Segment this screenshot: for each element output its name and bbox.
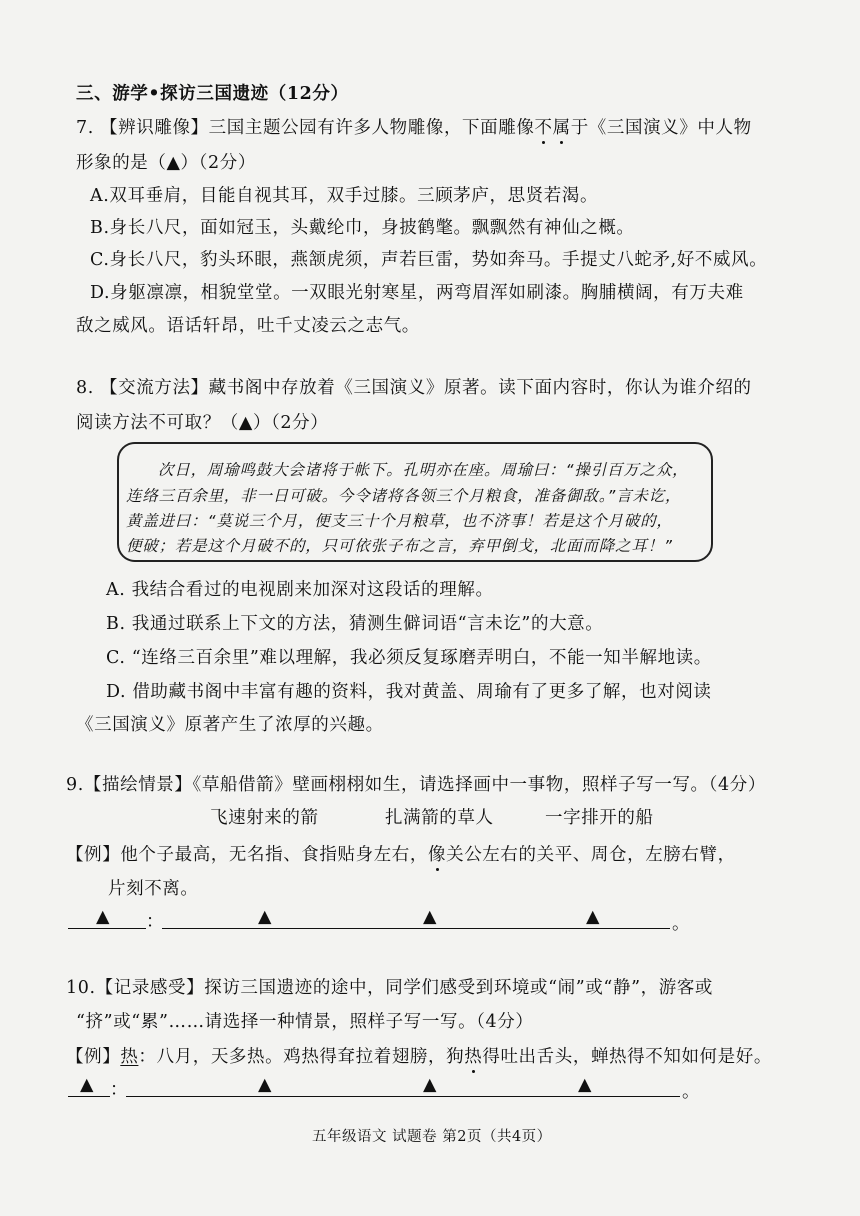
q10-example <box>66 1043 772 1068</box>
triangle-marker: ▲ <box>258 1075 273 1095</box>
q7-option-c: C.身长八尺，豹头环眼，燕颔虎须，声若巨雷，势如奔马。手提丈八蛇矛,好不威风。 <box>90 250 768 270</box>
q10-answer-blank-word[interactable] <box>68 1096 110 1097</box>
q10-stem-line1: 10.【记录感受】探访三国遗迹的途中，同学们感受到环境或“闹”或“静”，游客或 <box>66 978 714 998</box>
q9-choice: 扎满箭的草人 <box>385 808 494 828</box>
passage-line: 黄盖进曰：“莫说三个月，便支三十个月粮草，也不济事！若是这个月破的， <box>126 512 673 530</box>
colon: ： <box>110 1080 129 1100</box>
q9-answer-blank-sentence[interactable] <box>162 928 670 929</box>
q7-option-a: A.双耳垂肩，目能自视其耳，双手过膝。三顾茅庐，思贤若渴。 <box>90 186 599 206</box>
q7-emphasis-not: 不 <box>534 118 553 138</box>
q10-example-part-b: 得吐出舌头，蝉热得不知如何是好。 <box>482 1047 772 1067</box>
q8-option-d-cont: 《三国演义》原著产生了浓厚的兴趣。 <box>76 715 384 735</box>
triangle-marker: ▲ <box>96 907 111 927</box>
q7-stem-line1 <box>76 114 752 139</box>
q8-option-d: D. 借助藏书阁中丰富有趣的资料，我对黄盖、周瑜有了更多了解，也对阅读 <box>106 682 712 702</box>
q9-stem: 9.【描绘情景】《草船借箭》壁画栩栩如生，请选择画中一事物，照样子写一写。（4分） <box>66 775 766 795</box>
triangle-marker: ▲ <box>80 1075 95 1095</box>
colon: ： <box>146 912 165 932</box>
q9-example-part-a: 【例】他个子最高，无名指、食指贴身左右， <box>66 845 428 865</box>
triangle-marker: ▲ <box>258 907 273 927</box>
passage-line: 便破；若是这个月破不的，只可依张子布之言，弃甲倒戈，北面而降之耳！” <box>126 537 673 555</box>
q9-answer-blank-word[interactable] <box>68 928 146 929</box>
period: 。 <box>682 1082 701 1102</box>
q8-option-c: C. “连络三百余里”难以理解，我必须反复琢磨弄明白，不能一知半解地读。 <box>106 648 712 668</box>
q8-option-b: B. 我通过联系上下文的方法，猜测生僻词语“言未讫”的大意。 <box>106 614 604 634</box>
q9-example-part-b: 关公左右的关平、周仓，左膀右臂， <box>446 845 736 865</box>
q9-choice: 一字排开的船 <box>545 808 654 828</box>
q9-choice: 飞速射来的箭 <box>210 808 319 828</box>
q7-stem-part-a: 7. 【辨识雕像】三国主题公园有许多人物雕像，下面雕像 <box>76 118 535 138</box>
q8-stem-line1: 8. 【交流方法】藏书阁中存放着《三国演义》原著。读下面内容时，你认为谁介绍的 <box>76 378 752 398</box>
q7-emphasis-belong: 属 <box>552 118 571 138</box>
q8-stem-line2: 阅读方法不可取？（▲）（2分） <box>76 413 329 433</box>
q7-option-d-cont: 敌之威风。语话轩昂，吐千丈凌云之志气。 <box>76 316 420 336</box>
q9-example-line1 <box>66 841 736 866</box>
passage-line: 连络三百余里，非一日可破。今令诸将各领三个月粮食，准备御敌。”言未讫， <box>126 487 682 505</box>
triangle-marker: ▲ <box>586 907 601 927</box>
q10-example-prefix: 【例】 <box>66 1047 121 1067</box>
period: 。 <box>672 914 691 934</box>
q8-option-a: A. 我结合看过的电视剧来加深对这段话的理解。 <box>106 580 494 600</box>
q7-stem-part-b: 于《三国演义》中人物 <box>570 118 752 138</box>
q7-option-d: D.身躯凛凛，相貌堂堂。一双眼光射寒星，两弯眉浑如刷漆。胸脯横阔，有万夫难 <box>90 283 744 303</box>
triangle-marker: ▲ <box>423 907 438 927</box>
page-footer: 五年级语文 试题卷 第2页（共4页） <box>312 1129 552 1145</box>
q7-stem-line2: 形象的是（▲）（2分） <box>76 153 256 173</box>
q10-example-emphasis: 热 <box>464 1047 483 1067</box>
triangle-marker: ▲ <box>578 1075 593 1095</box>
passage-line: 次日，周瑜鸣鼓大会诸将于帐下。孔明亦在座。周瑜曰：“操引百万之众， <box>158 461 689 479</box>
section-title: 三、游学•探访三国遗迹（12分） <box>76 84 349 104</box>
q10-stem-line2: “挤”或“累”……请选择一种情景，照样子写一写。（4分） <box>76 1012 534 1032</box>
q7-option-b: B.身长八尺，面如冠玉，头戴纶巾，身披鹤氅。飘飘然有神仙之概。 <box>90 218 635 238</box>
triangle-marker: ▲ <box>423 1075 438 1095</box>
q10-example-part-a: ：八月，天多热。鸡热得耷拉着翅膀，狗 <box>138 1047 465 1067</box>
q10-example-word: 热 <box>120 1047 139 1067</box>
q9-example-line2: 片刻不离。 <box>108 879 199 899</box>
q10-answer-blank-sentence[interactable] <box>126 1096 680 1097</box>
q9-example-emphasis: 像 <box>428 845 447 865</box>
